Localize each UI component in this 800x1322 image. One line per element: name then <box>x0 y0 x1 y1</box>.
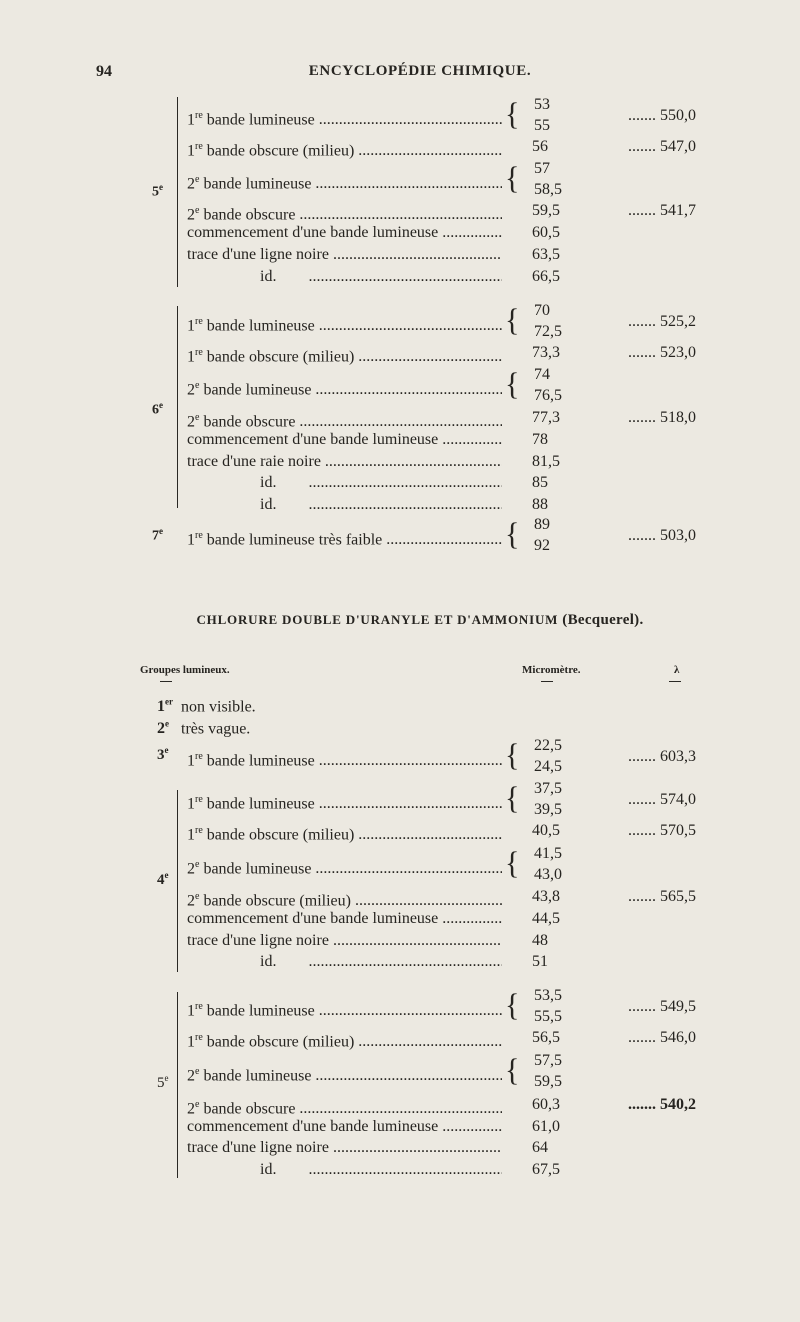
group-5b-label: 5e <box>157 1073 169 1091</box>
row-label: trace d'une ligne noire ..... <box>187 930 502 952</box>
micrometer-end: 92 <box>534 537 550 554</box>
section-title-compound: CHLORURE DOUBLE D'URANYLE ET D'AMMONIUM <box>196 612 559 627</box>
table-row <box>0 136 800 158</box>
table-row <box>0 1159 800 1181</box>
brace: { <box>505 988 520 1023</box>
group-5-label: 5e <box>152 182 163 200</box>
micrometer-value: 66,5 <box>532 268 560 285</box>
micrometer-end: 55,5 <box>534 1008 562 1025</box>
table-row <box>0 300 800 344</box>
section-title <box>0 612 800 629</box>
row-label: 1re bande lumineuse ..... <box>187 996 502 1022</box>
brace: { <box>505 97 520 132</box>
table-row <box>0 1116 800 1138</box>
brace: { <box>505 738 520 773</box>
row-label: trace d'une ligne noire ..... <box>187 244 502 266</box>
table-row <box>0 342 800 364</box>
column-rule-groups <box>160 681 172 682</box>
row-label: 1re bande obscure (milieu) ..... <box>187 820 502 846</box>
table-row <box>0 222 800 244</box>
table-row <box>0 514 800 558</box>
table-row <box>0 1050 800 1094</box>
table-row <box>0 244 800 266</box>
row-label: 2e bande obscure ..... <box>187 407 502 433</box>
micrometer-value: 60,5 <box>532 224 560 241</box>
row-label: id. ..... <box>260 951 502 973</box>
micrometer-start: 70 <box>534 302 550 319</box>
column-header-lambda: λ <box>674 664 680 676</box>
micrometer-end: 59,5 <box>534 1073 562 1090</box>
table-row <box>0 407 800 429</box>
micrometer-value: 56 <box>532 138 548 155</box>
micrometer-value: 67,5 <box>532 1161 560 1178</box>
table-row <box>0 843 800 887</box>
brace: { <box>505 517 520 552</box>
micrometer-value: 56,5 <box>532 1029 560 1046</box>
micrometer-end: 55 <box>534 117 550 134</box>
wavelength-value: 541,7 ....... <box>628 202 696 219</box>
micrometer-start: 89 <box>534 516 550 533</box>
table-row <box>0 1027 800 1049</box>
micrometer-value: 85 <box>532 474 548 491</box>
micrometer-value: 44,5 <box>532 910 560 927</box>
wavelength-value: 546,0 ....... <box>628 1029 696 1046</box>
micrometer-value: 73,3 <box>532 344 560 361</box>
micrometer-start: 57,5 <box>534 1052 562 1069</box>
row-label: 1re bande obscure (milieu) ..... <box>187 136 502 162</box>
table-row <box>0 494 800 516</box>
section-title-author: (Becquerel). <box>562 612 644 628</box>
page-header <box>0 63 800 83</box>
wavelength-value: 570,5 ....... <box>628 822 696 839</box>
row-label: trace d'une ligne noire ..... <box>187 1137 502 1159</box>
micrometer-end: 24,5 <box>534 758 562 775</box>
wavelength-value: ....... 503,0 <box>628 527 696 544</box>
brace: { <box>505 846 520 881</box>
row-label: 2e bande lumineuse ..... <box>187 169 502 195</box>
micrometer-value: 64 <box>532 1139 548 1156</box>
row-label: 1re bande obscure (milieu) ..... <box>187 342 502 368</box>
group-7-label: 7e <box>152 526 163 544</box>
table-row <box>0 1137 800 1159</box>
table-row <box>0 886 800 908</box>
row-label: 1re bande lumineuse ..... <box>187 746 502 772</box>
group-6-label: 6e <box>152 400 163 418</box>
wavelength-value: 547,0 ....... <box>628 138 696 155</box>
row-label: 2e bande lumineuse ..... <box>187 854 502 880</box>
micrometer-start: 74 <box>534 366 550 383</box>
micrometer-start: 53,5 <box>534 987 562 1004</box>
micrometer-value: 59,5 <box>532 202 560 219</box>
brace: { <box>505 367 520 402</box>
row-label: 1re bande lumineuse ..... <box>187 789 502 815</box>
wavelength-value: ....... 603,3 <box>628 748 696 765</box>
row-label: 2e bande obscure ..... <box>187 1094 502 1120</box>
brace: { <box>505 781 520 816</box>
group-3-label: 3e <box>157 745 169 763</box>
wavelength-value: 565,5 ....... <box>628 888 696 905</box>
table-row <box>0 985 800 1029</box>
running-title: ENCYCLOPÉDIE CHIMIQUE. <box>308 63 532 79</box>
row-label: id. ..... <box>260 472 502 494</box>
micrometer-end: 72,5 <box>534 323 562 340</box>
row-label: trace d'une raie noire ..... <box>187 451 502 473</box>
table-row <box>0 930 800 952</box>
row-label: commencement d'une bande lumineuse ..... <box>187 908 502 930</box>
table-row <box>0 364 800 408</box>
micrometer-value: 51 <box>532 953 548 970</box>
table-row <box>0 94 800 138</box>
table-row <box>0 200 800 222</box>
table-row <box>0 429 800 451</box>
row-label: 2e bande lumineuse ..... <box>187 375 502 401</box>
group-1-entry: 1er non visible. <box>157 697 256 716</box>
micrometer-value: 61,0 <box>532 1118 560 1135</box>
micrometer-value: 63,5 <box>532 246 560 263</box>
page-number: 94 <box>96 63 112 80</box>
table-row <box>0 451 800 473</box>
group-4-label: 4e <box>157 870 169 888</box>
micrometer-end: 76,5 <box>534 387 562 404</box>
row-label: 1re bande lumineuse ..... <box>187 105 502 131</box>
micrometer-end: 58,5 <box>534 181 562 198</box>
row-label: id. ..... <box>260 266 502 288</box>
row-label: commencement d'une bande lumineuse ..... <box>187 429 502 451</box>
column-header-groups: Groupes lumineux. <box>140 664 230 676</box>
micrometer-value: 88 <box>532 496 548 513</box>
row-label: 1re bande lumineuse ..... <box>187 311 502 337</box>
wavelength-value: 523,0 ....... <box>628 344 696 361</box>
brace: { <box>505 1053 520 1088</box>
micrometer-start: 53 <box>534 96 550 113</box>
wavelength-value: ....... 550,0 <box>628 107 696 124</box>
micrometer-start: 41,5 <box>534 845 562 862</box>
micrometer-value: 77,3 <box>532 409 560 426</box>
micrometer-start: 37,5 <box>534 780 562 797</box>
row-label: commencement d'une bande lumineuse ..... <box>187 1116 502 1138</box>
micrometer-value: 40,5 <box>532 822 560 839</box>
micrometer-start: 22,5 <box>534 737 562 754</box>
micrometer-start: 57 <box>534 160 550 177</box>
wavelength-value: 540,2 ....... <box>628 1096 696 1113</box>
brace: { <box>505 161 520 196</box>
row-label: 2e bande obscure (milieu) ..... <box>187 886 502 912</box>
row-label: 1re bande lumineuse très faible ..... <box>187 525 502 551</box>
wavelength-value: ....... 574,0 <box>628 791 696 808</box>
wavelength-value: 518,0 ....... <box>628 409 696 426</box>
table-row <box>0 266 800 288</box>
column-rule-lambda <box>669 681 681 682</box>
table-row <box>0 1094 800 1116</box>
row-label: 2e bande lumineuse ..... <box>187 1061 502 1087</box>
row-label: id. ..... <box>260 1159 502 1181</box>
column-header-micrometre: Micromètre. <box>522 664 581 676</box>
table-row <box>0 951 800 973</box>
column-rule-micrometre <box>541 681 553 682</box>
row-label: id. ..... <box>260 494 502 516</box>
table-row <box>0 472 800 494</box>
wavelength-value: ....... 525,2 <box>628 313 696 330</box>
micrometer-value: 78 <box>532 431 548 448</box>
group-2-text: très vague. <box>181 720 251 738</box>
table-row <box>0 778 800 822</box>
micrometer-value: 81,5 <box>532 453 560 470</box>
micrometer-value: 60,3 <box>532 1096 560 1113</box>
row-label: 1re bande obscure (milieu) ..... <box>187 1027 502 1053</box>
row-label: 2e bande obscure ..... <box>187 200 502 226</box>
table-row <box>0 820 800 842</box>
table-row <box>0 158 800 202</box>
micrometer-end: 39,5 <box>534 801 562 818</box>
micrometer-end: 43,0 <box>534 866 562 883</box>
table-row <box>0 908 800 930</box>
row-label: commencement d'une bande lumineuse ..... <box>187 222 502 244</box>
group-1-text: non visible. <box>181 698 256 716</box>
wavelength-value: ....... 549,5 <box>628 998 696 1015</box>
micrometer-value: 43,8 <box>532 888 560 905</box>
micrometer-value: 48 <box>532 932 548 949</box>
table-row <box>0 735 800 779</box>
group-2-entry: 2e très vague. <box>157 719 251 738</box>
brace: { <box>505 303 520 338</box>
